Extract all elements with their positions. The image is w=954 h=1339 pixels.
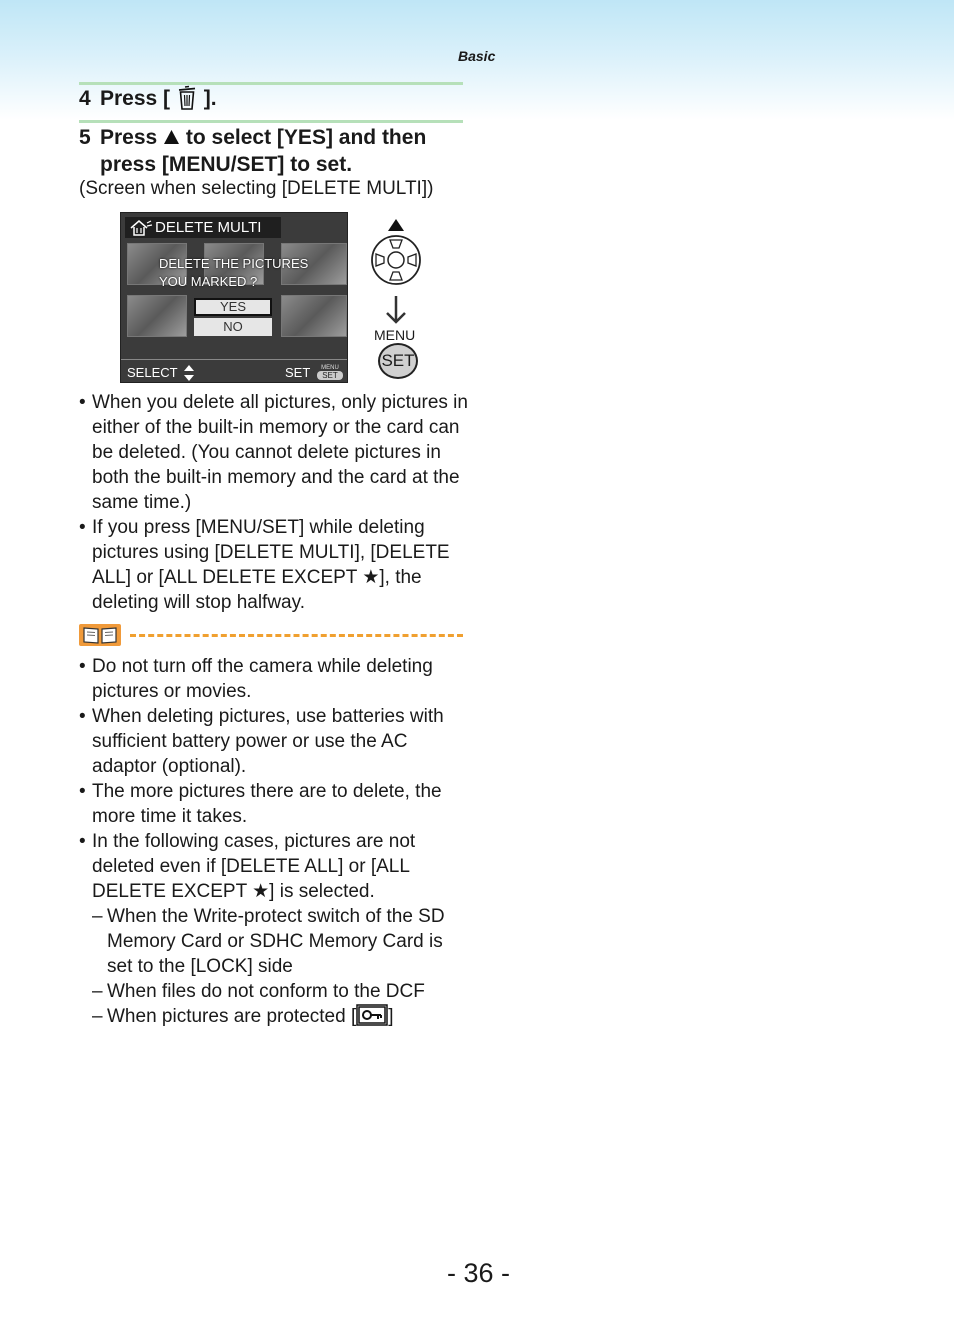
note-icon	[79, 624, 121, 646]
badge-top-label: MENU	[321, 365, 339, 371]
page-number: - 36 -	[447, 1258, 511, 1288]
note-divider	[130, 634, 463, 637]
bullet-text: If you press [MENU/SET] while deleting pictures using [DELETE MULTI], [DELETE ALL] or [ALL DELETE EXCEPT ★], the deleting will stop halfway.	[92, 517, 450, 613]
sub-text-end: ]	[388, 1006, 394, 1027]
step-number: 4	[79, 87, 91, 110]
thumbnail	[281, 295, 347, 337]
bullet-text: The more pictures there are to delete, the more time it takes.	[92, 781, 442, 827]
step-text-a: Press	[100, 126, 164, 149]
up-triangle-icon	[163, 129, 180, 145]
protect-key-icon	[356, 1004, 388, 1026]
screen-bottom-bar	[121, 359, 348, 383]
screen-caption: (Screen when selecting [DELETE MULTI])	[79, 178, 434, 199]
message-line: YOU MARKED ?	[159, 274, 258, 289]
delete-confirm-message	[159, 255, 339, 291]
bullet-text: In the following cases, pictures are not deleted even if [DELETE ALL] or [ALL DELETE EXCEPT ★] is selected.	[92, 831, 416, 902]
sub-list-item: – When pictures are protected [ ]	[92, 1006, 394, 1027]
sub-list-item: – When files do not conform to the DCF	[92, 981, 425, 1002]
set-hint: SET	[285, 365, 311, 380]
list-item: • The more pictures there are to delete, the more time it takes.	[79, 781, 442, 827]
section-label: Basic	[458, 48, 496, 64]
step5-rule	[79, 120, 463, 123]
delete-mode-icon	[129, 219, 153, 237]
bullet-text: Do not turn off the camera while deleting pictures or movies.	[92, 656, 433, 702]
trash-icon	[176, 85, 198, 111]
list-item: • Do not turn off the camera while deleting pictures or movies.	[79, 656, 433, 702]
thumbnail	[127, 295, 187, 337]
select-hint: SELECT	[127, 365, 178, 380]
screen-title-bar	[125, 217, 281, 238]
up-arrow-icon	[388, 219, 404, 231]
bullet-text: When you delete all pictures, only pictures in either of the built-in memory or the card can be deleted. (You cannot delete pictures in both the built-in memory and the card at the same time.)	[92, 392, 468, 513]
set-button[interactable]: SET	[378, 343, 418, 379]
sub-list-item: – When the Write-protect switch of the SD Memory Card or SDHC Memory Card is set to the [LOCK] side	[92, 906, 445, 977]
option-yes[interactable]: YES	[194, 298, 272, 316]
bullet-text: When deleting pictures, use batteries with sufficient battery power or use the AC adaptor (optional).	[92, 706, 444, 777]
bullet-list	[79, 390, 469, 615]
camera-screen	[120, 212, 348, 383]
list-item: • When deleting pictures, use batteries with sufficient battery power or use the AC adaptor (optional).	[79, 706, 444, 777]
step-text-before: Press [	[100, 87, 171, 110]
option-no[interactable]: NO	[194, 318, 272, 336]
down-arrow-icon	[385, 296, 407, 324]
book-icon	[79, 624, 121, 646]
cursor-pad-icon[interactable]	[370, 234, 422, 286]
badge-bottom-label: SET	[317, 371, 343, 380]
sub-text: When pictures are protected [	[107, 1006, 357, 1027]
list-item: • When you delete all pictures, only pictures in either of the built-in memory or the card can be deleted. (You cannot delete pictures in both the built-in memory and the card at the same time.)	[79, 392, 468, 513]
note-list	[79, 654, 469, 1029]
list-item: • In the following cases, pictures are not deleted even if [DELETE ALL] or [ALL DELETE EXCEPT ★] is selected.	[79, 831, 416, 902]
sub-text: When files do not conform to the DCF	[107, 981, 425, 1002]
step-number: 5	[79, 126, 91, 149]
screen-title: DELETE MULTI	[155, 219, 262, 236]
up-down-arrows-icon	[183, 365, 195, 381]
step-text-after: ].	[203, 87, 217, 110]
menu-set-badge	[317, 365, 343, 380]
list-item: • If you press [MENU/SET] while deleting pictures using [DELETE MULTI], [DELETE ALL] or [ALL DELETE EXCEPT ★], the deleting will stop halfway.	[79, 517, 450, 613]
sub-text: When the Write-protect switch of the SD Memory Card or SDHC Memory Card is set to the [LOCK] side	[107, 906, 445, 977]
step-text-b: to select [YES] and then press [MENU/SET] to set.	[100, 126, 427, 176]
message-line: DELETE THE PICTURES	[159, 256, 309, 271]
menu-label: MENU	[374, 327, 416, 343]
